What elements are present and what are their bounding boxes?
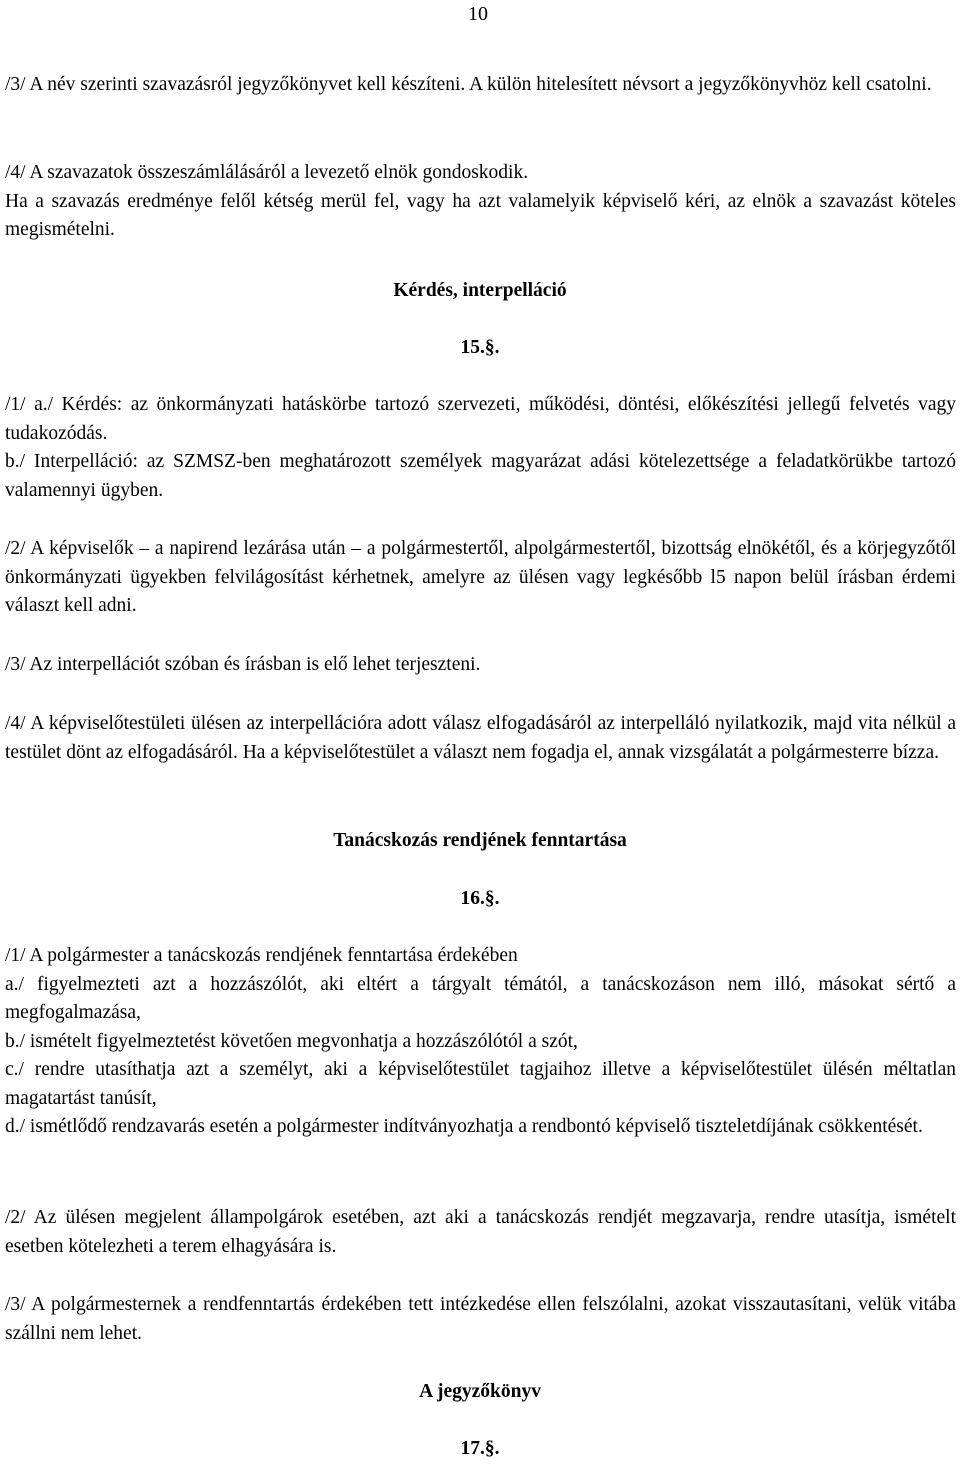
paragraph-text: /3/ A név szerinti szavazásról jegyzőkönyvet kell készíteni. A külön hitelesített névsort a jegyzőkönyvhöz kell csatolni.: [5, 74, 932, 95]
section-15-paragraph-3: [5, 651, 956, 680]
section-15-paragraph-4: [5, 710, 956, 767]
paragraph-text: b./ Interpelláció: az SZMSZ-ben meghatározott személyek magyarázat adási kötelezettsége a feladatkörükbe tartozó valamennyi ügyben.: [5, 451, 956, 501]
paragraph-text: /1/ A polgármester a tanácskozás rendjének fenntartása érdekében: [5, 945, 518, 966]
paragraph-text: /4/ A képviselőtestületi ülésen az interpellációra adott válasz elfogadásáról az interpelláló nyilatkozik, majd vita nélkül a testület dönt az elfogadásáról. Ha a képviselőtestület a választ nem fogadja el, annak vizsgálatát a polgármesterre bízza.: [5, 713, 956, 763]
list-item-d: d./ ismétlődő rendzavarás esetén a polgármester indítványozhatja a rendbontó képviselő tiszteletdíjának csökkentését.: [5, 1116, 923, 1137]
list-item-a: a./ figyelmezteti azt a hozzászólót, aki eltért a tárgyalt témától, a tanácskozáson nem illó, másokat sértő a megfogalmazása,: [5, 973, 956, 1023]
paragraph-text: /3/ Az interpellációt szóban és írásban is elő lehet terjeszteni.: [5, 654, 481, 675]
section-number-16: 16.§.: [460, 888, 500, 909]
section-16-paragraph-2: [5, 1204, 956, 1261]
paragraph-text: /2/ A képviselők – a napirend lezárása után – a polgármestertől, alpolgármestertől, bizottság elnökétől, és a körjegyzőtől önkormányzati ügyekben felvilágosítást kérhetnek, amelyre az ülésen vagy legkésőbb l5 napon belül írásban érdemi választ kell adni.: [5, 538, 956, 616]
section-15-paragraph-2: [5, 535, 956, 621]
paragraph-text: /2/ Az ülésen megjelent állampolgárok esetében, azt aki a tanácskozás rendjét megzavarja, rendre utasítja, ismételt esetben kötelezheti a terem elhagyására is.: [5, 1207, 956, 1257]
list-item-b: b./ ismételt figyelmeztetést követően megvonhatja a hozzászólótól a szót,: [5, 1030, 578, 1052]
section-16-paragraph-1: [5, 942, 956, 1142]
page-number: 10: [468, 3, 488, 25]
section-15-paragraph-1: [5, 391, 956, 505]
paragraph-text: /4/ A szavazatok összeszámlálásáról a levezető elnök gondoskodik.: [5, 162, 529, 183]
heading-kerdes-interpellacio: Kérdés, interpelláció: [393, 280, 567, 301]
section-16-paragraph-3: [5, 1291, 956, 1348]
section-14-paragraph-4: [5, 159, 956, 245]
paragraph-text: /1/ a./ Kérdés: az önkormányzati hatáskörbe tartozó szervezeti, működési, döntési, előkészítési jellegű felvetés vagy tudakozódás.: [5, 394, 956, 444]
section-14-paragraph-3: [5, 71, 956, 100]
paragraph-text: /3/ A polgármesternek a rendfenntartás érdekében tett intézkedése ellen felszólalni, azokat visszautasítani, velük vitába szállni nem lehet.: [5, 1294, 956, 1344]
paragraph-text: Ha a szavazás eredménye felől kétség merül fel, vagy ha azt valamelyik képviselő kéri, az elnök a szavazást köteles megismételni.: [5, 190, 956, 240]
section-number-15: 15.§.: [460, 337, 500, 358]
heading-jegyzokonyv: A jegyzőkönyv: [419, 1381, 541, 1402]
heading-tanacskozas-rendje: Tanácskozás rendjének fenntartása: [333, 830, 627, 851]
section-number-17: 17.§.: [460, 1438, 500, 1459]
list-item-c: c./ rendre utasíthatja azt a személyt, aki a képviselőtestület tagjaihoz illetve a képviselőtestület ülésén méltatlan magatartást tanúsít,: [5, 1059, 956, 1109]
